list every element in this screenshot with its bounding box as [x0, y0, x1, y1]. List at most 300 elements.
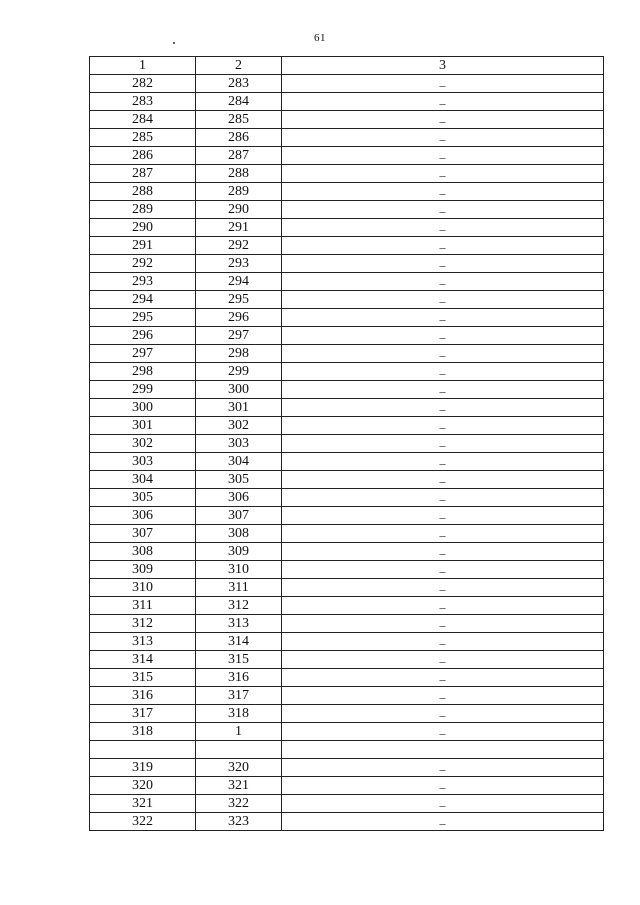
- table-cell-col-3: [282, 741, 604, 759]
- table-cell-col-3: [282, 579, 604, 597]
- cell-value: 292: [132, 256, 153, 271]
- dash-mark: –: [439, 312, 446, 326]
- table-cell-col-2: [196, 543, 282, 561]
- dash-mark: –: [439, 384, 446, 398]
- table-cell-col-2: [196, 597, 282, 615]
- cell-value: 285: [228, 112, 249, 127]
- table-cell-col-1: [90, 381, 196, 399]
- cell-value: 301: [228, 400, 249, 415]
- dash-mark: –: [439, 294, 446, 308]
- table-cell-col-1: [90, 219, 196, 237]
- table-cell-col-3: [282, 489, 604, 507]
- table-row: [90, 525, 604, 543]
- table-row: [90, 453, 604, 471]
- table-cell-col-2: [196, 345, 282, 363]
- table-row: [90, 111, 604, 129]
- cell-value: 311: [228, 580, 249, 595]
- table-row: [90, 741, 604, 759]
- table-cell-col-2: [196, 633, 282, 651]
- dash-mark: –: [439, 474, 446, 488]
- table-row: [90, 399, 604, 417]
- table-cell-col-1: [90, 327, 196, 345]
- cell-value: 308: [228, 526, 249, 541]
- cell-value: 302: [132, 436, 153, 451]
- table-cell-col-2: [196, 417, 282, 435]
- table-cell-col-1: [90, 507, 196, 525]
- table-cell-col-2: [196, 795, 282, 813]
- table-cell-col-1: [90, 237, 196, 255]
- table-cell-col-3: [282, 651, 604, 669]
- cell-value: 314: [228, 634, 249, 649]
- table-cell-col-1: [90, 75, 196, 93]
- table-cell-col-2: [196, 687, 282, 705]
- table-cell-col-3: [282, 93, 604, 111]
- dash-mark: –: [439, 240, 446, 254]
- table-cell-col-2: [196, 489, 282, 507]
- cell-value: 286: [228, 130, 249, 145]
- table-cell-col-3: [282, 507, 604, 525]
- cell-value: 287: [228, 148, 249, 163]
- table-cell-col-2: [196, 471, 282, 489]
- dash-mark: –: [439, 456, 446, 470]
- table-row: [90, 561, 604, 579]
- cell-value: 310: [228, 562, 249, 577]
- cell-value: 292: [228, 238, 249, 253]
- cell-value: 290: [228, 202, 249, 217]
- table-row: [90, 129, 604, 147]
- table-cell-col-3: [282, 165, 604, 183]
- table-row: [90, 165, 604, 183]
- dash-mark: –: [439, 618, 446, 632]
- table-cell-col-3: [282, 453, 604, 471]
- cell-value: 315: [132, 670, 153, 685]
- cell-value: 306: [228, 490, 249, 505]
- header-col-1: 1: [90, 57, 196, 75]
- cell-value: 304: [132, 472, 153, 487]
- table-cell-col-3: [282, 525, 604, 543]
- table-row: [90, 363, 604, 381]
- table-row: [90, 309, 604, 327]
- cell-value: 291: [132, 238, 153, 253]
- table-cell-col-3: [282, 759, 604, 777]
- table-header: [90, 57, 604, 75]
- table-row: [90, 615, 604, 633]
- dash-mark: –: [439, 276, 446, 290]
- table-cell-col-3: [282, 597, 604, 615]
- table-cell-col-2: [196, 651, 282, 669]
- cell-value: 321: [228, 778, 249, 793]
- dash-mark: –: [439, 600, 446, 614]
- dash-mark: –: [439, 366, 446, 380]
- cell-value: 284: [228, 94, 249, 109]
- table-row: [90, 507, 604, 525]
- dash-mark: –: [439, 420, 446, 434]
- table-cell-col-2: [196, 363, 282, 381]
- dash-mark: –: [439, 564, 446, 578]
- cell-value: 319: [132, 760, 153, 775]
- table-row: [90, 633, 604, 651]
- cell-value: 305: [228, 472, 249, 487]
- table-cell-col-1: [90, 291, 196, 309]
- cell-value: 291: [228, 220, 249, 235]
- table-cell-col-1: [90, 399, 196, 417]
- dash-mark: –: [439, 582, 446, 596]
- table-cell-col-1: [90, 543, 196, 561]
- table-cell-col-2: [196, 381, 282, 399]
- cell-value: 297: [228, 328, 249, 343]
- table-cell-col-1: [90, 777, 196, 795]
- table-cell-col-3: [282, 633, 604, 651]
- table-row: [90, 705, 604, 723]
- table-cell-col-2: [196, 723, 282, 741]
- cell-value: 300: [228, 382, 249, 397]
- cell-value: 317: [228, 688, 249, 703]
- table-cell-col-1: [90, 525, 196, 543]
- table-cell-col-3: [282, 147, 604, 165]
- cell-value: 323: [228, 814, 249, 829]
- cell-value: 283: [132, 94, 153, 109]
- dash-mark: –: [439, 798, 446, 812]
- table-cell-col-3: [282, 111, 604, 129]
- cell-value: 294: [228, 274, 249, 289]
- cell-value: 309: [228, 544, 249, 559]
- cell-value: 293: [132, 274, 153, 289]
- cell-value: 297: [132, 346, 153, 361]
- cell-value: 318: [228, 706, 249, 721]
- table-cell-col-3: [282, 75, 604, 93]
- dash-mark: –: [439, 546, 446, 560]
- table-cell-col-3: [282, 435, 604, 453]
- table-cell-col-1: [90, 597, 196, 615]
- cell-value: 307: [228, 508, 249, 523]
- cell-value: 315: [228, 652, 249, 667]
- cell-value: 289: [132, 202, 153, 217]
- table-cell-col-2: [196, 525, 282, 543]
- cell-value: 320: [228, 760, 249, 775]
- cell-value: 317: [132, 706, 153, 721]
- table-cell-col-1: [90, 453, 196, 471]
- table-cell-col-2: [196, 813, 282, 831]
- table-cell-col-2: [196, 309, 282, 327]
- table-cell-col-1: [90, 561, 196, 579]
- table-row: [90, 471, 604, 489]
- table-cell-col-2: [196, 219, 282, 237]
- table-cell-col-3: [282, 471, 604, 489]
- table-cell-col-3: [282, 705, 604, 723]
- table-cell-col-2: [196, 165, 282, 183]
- table-cell-col-3: [282, 183, 604, 201]
- dash-mark: –: [439, 78, 446, 92]
- table-row: [90, 327, 604, 345]
- cell-value: 308: [132, 544, 153, 559]
- table-cell-col-3: [282, 201, 604, 219]
- dash-mark: –: [439, 690, 446, 704]
- cell-value: 295: [132, 310, 153, 325]
- cell-value: 311: [132, 598, 153, 613]
- cell-value: 312: [132, 616, 153, 631]
- table-cell-col-2: [196, 507, 282, 525]
- table-row: [90, 813, 604, 831]
- data-table: [89, 56, 604, 831]
- dash-mark: –: [439, 708, 446, 722]
- table-cell-col-2: [196, 705, 282, 723]
- table-cell-col-2: [196, 435, 282, 453]
- table-cell-col-1: [90, 687, 196, 705]
- dash-mark: –: [439, 438, 446, 452]
- table-cell-col-3: [282, 363, 604, 381]
- table-row: [90, 777, 604, 795]
- dash-mark: –: [439, 762, 446, 776]
- cell-value: 295: [228, 292, 249, 307]
- table-cell-col-1: [90, 345, 196, 363]
- table-cell-col-2: [196, 183, 282, 201]
- cell-value: 301: [132, 418, 153, 433]
- dash-mark: –: [439, 492, 446, 506]
- table-cell-col-3: [282, 273, 604, 291]
- table-row: [90, 687, 604, 705]
- cell-value: 285: [132, 130, 153, 145]
- table-cell-col-3: [282, 255, 604, 273]
- cell-value: 286: [132, 148, 153, 163]
- table-body: [90, 75, 604, 831]
- table-cell-col-1: [90, 633, 196, 651]
- table-row: [90, 795, 604, 813]
- table-cell-col-1: [90, 363, 196, 381]
- cell-value: 314: [132, 652, 153, 667]
- table-cell-col-1: [90, 705, 196, 723]
- cell-value: 294: [132, 292, 153, 307]
- cell-value: 304: [228, 454, 249, 469]
- table-cell-col-1: [90, 183, 196, 201]
- table-row: [90, 669, 604, 687]
- table-cell-col-3: [282, 399, 604, 417]
- cell-value: 313: [228, 616, 249, 631]
- table-row: [90, 579, 604, 597]
- table-cell-col-1: [90, 417, 196, 435]
- table-cell-col-1: [90, 615, 196, 633]
- table-cell-col-1: [90, 795, 196, 813]
- table-cell-col-3: [282, 777, 604, 795]
- table-cell-col-2: [196, 291, 282, 309]
- dash-mark: –: [439, 654, 446, 668]
- page-number: 61: [314, 32, 326, 44]
- cell-value: 310: [132, 580, 153, 595]
- table-row: [90, 543, 604, 561]
- cell-value: 290: [132, 220, 153, 235]
- table-cell-col-1: [90, 741, 196, 759]
- cell-value: 303: [132, 454, 153, 469]
- dash-mark: –: [439, 528, 446, 542]
- cell-value: 284: [132, 112, 153, 127]
- cell-value: 296: [228, 310, 249, 325]
- cell-value: 299: [228, 364, 249, 379]
- table-cell-col-2: [196, 255, 282, 273]
- table-cell-col-2: [196, 741, 282, 759]
- table-row: [90, 93, 604, 111]
- table-cell-col-1: [90, 165, 196, 183]
- table-cell-col-2: [196, 327, 282, 345]
- dash-mark: –: [439, 132, 446, 146]
- header-row: [90, 57, 604, 75]
- cell-value: 296: [132, 328, 153, 343]
- cell-value: 299: [132, 382, 153, 397]
- table-cell-col-2: [196, 579, 282, 597]
- dash-mark: –: [439, 348, 446, 362]
- cell-value: 305: [132, 490, 153, 505]
- table-cell-col-1: [90, 111, 196, 129]
- table-cell-col-3: [282, 309, 604, 327]
- dash-mark: –: [439, 258, 446, 272]
- table-cell-col-3: [282, 543, 604, 561]
- cell-value: 318: [132, 724, 153, 739]
- cell-value: 298: [228, 346, 249, 361]
- table-cell-col-3: [282, 723, 604, 741]
- header-col-3: 3: [282, 57, 604, 75]
- cell-value: 300: [132, 400, 153, 415]
- dash-mark: –: [439, 114, 446, 128]
- table-cell-col-2: [196, 273, 282, 291]
- table-cell-col-2: [196, 129, 282, 147]
- cell-value: 282: [132, 76, 153, 91]
- cell-value: 306: [132, 508, 153, 523]
- cell-value: 302: [228, 418, 249, 433]
- table-row: [90, 75, 604, 93]
- table-cell-col-1: [90, 93, 196, 111]
- table-row: [90, 201, 604, 219]
- table-row: [90, 489, 604, 507]
- table-cell-col-3: [282, 417, 604, 435]
- cell-value: 316: [228, 670, 249, 685]
- table-cell-col-3: [282, 615, 604, 633]
- table-cell-col-3: [282, 219, 604, 237]
- table-row: [90, 183, 604, 201]
- cell-value: 288: [132, 184, 153, 199]
- table-cell-col-3: [282, 381, 604, 399]
- table-cell-col-1: [90, 129, 196, 147]
- table-cell-col-1: [90, 723, 196, 741]
- table-cell-col-1: [90, 147, 196, 165]
- table-row: [90, 291, 604, 309]
- table-cell-col-2: [196, 561, 282, 579]
- table-cell-col-2: [196, 237, 282, 255]
- dash-mark: –: [439, 510, 446, 524]
- table-cell-col-1: [90, 201, 196, 219]
- cell-value: 313: [132, 634, 153, 649]
- cell-value: 309: [132, 562, 153, 577]
- dash-mark: –: [439, 780, 446, 794]
- table-cell-col-1: [90, 813, 196, 831]
- table-row: [90, 651, 604, 669]
- table-cell-col-3: [282, 561, 604, 579]
- table-cell-col-3: [282, 345, 604, 363]
- cell-value: 289: [228, 184, 249, 199]
- dash-mark: –: [439, 402, 446, 416]
- cell-value: 321: [132, 796, 153, 811]
- dash-mark: –: [439, 150, 446, 164]
- table-row: [90, 345, 604, 363]
- table-row: [90, 417, 604, 435]
- cell-value: 303: [228, 436, 249, 451]
- dash-mark: –: [439, 726, 446, 740]
- cell-value: 283: [228, 76, 249, 91]
- table-cell-col-3: [282, 687, 604, 705]
- table-cell-col-2: [196, 399, 282, 417]
- table-cell-col-1: [90, 255, 196, 273]
- cell-value: 298: [132, 364, 153, 379]
- table-cell-col-2: [196, 777, 282, 795]
- table-cell-col-2: [196, 93, 282, 111]
- table-cell-col-3: [282, 813, 604, 831]
- table-cell-col-2: [196, 75, 282, 93]
- cell-value: 288: [228, 166, 249, 181]
- cell-value: 293: [228, 256, 249, 271]
- dash-mark: –: [439, 204, 446, 218]
- table-cell-col-3: [282, 129, 604, 147]
- table-cell-col-3: [282, 327, 604, 345]
- table-cell-col-3: [282, 291, 604, 309]
- table-row: [90, 237, 604, 255]
- table-row: [90, 147, 604, 165]
- table-cell-col-2: [196, 147, 282, 165]
- dash-mark: –: [439, 816, 446, 830]
- table-row: [90, 273, 604, 291]
- cell-value: 312: [228, 598, 249, 613]
- cell-value: 307: [132, 526, 153, 541]
- table-cell-col-1: [90, 435, 196, 453]
- table-row: [90, 759, 604, 777]
- table-row: [90, 219, 604, 237]
- table-cell-col-2: [196, 759, 282, 777]
- dash-mark: –: [439, 96, 446, 110]
- dash-mark: –: [439, 672, 446, 686]
- table-cell-col-2: [196, 669, 282, 687]
- table-cell-col-1: [90, 651, 196, 669]
- table-row: [90, 597, 604, 615]
- table-cell-col-2: [196, 453, 282, 471]
- table-row: [90, 381, 604, 399]
- table-row: [90, 255, 604, 273]
- table-cell-col-1: [90, 579, 196, 597]
- cell-value: 322: [132, 814, 153, 829]
- cell-value: 1: [235, 724, 242, 739]
- dash-mark: –: [439, 222, 446, 236]
- cell-value: 322: [228, 796, 249, 811]
- cell-value: 320: [132, 778, 153, 793]
- table-cell-col-3: [282, 795, 604, 813]
- table-row: [90, 723, 604, 741]
- dash-mark: –: [439, 186, 446, 200]
- table-cell-col-1: [90, 489, 196, 507]
- table-cell-col-2: [196, 615, 282, 633]
- dash-mark: –: [439, 636, 446, 650]
- dash-mark: –: [439, 168, 446, 182]
- cell-value: 287: [132, 166, 153, 181]
- table-row: [90, 435, 604, 453]
- header-col-2: 2: [196, 57, 282, 75]
- stray-dot: [173, 42, 175, 44]
- table-cell-col-1: [90, 309, 196, 327]
- table-cell-col-1: [90, 759, 196, 777]
- table-cell-col-3: [282, 669, 604, 687]
- table-cell-col-3: [282, 237, 604, 255]
- table-cell-col-2: [196, 201, 282, 219]
- table-cell-col-1: [90, 471, 196, 489]
- cell-value: 316: [132, 688, 153, 703]
- table-cell-col-1: [90, 273, 196, 291]
- table-cell-col-2: [196, 111, 282, 129]
- dash-mark: –: [439, 330, 446, 344]
- table-cell-col-1: [90, 669, 196, 687]
